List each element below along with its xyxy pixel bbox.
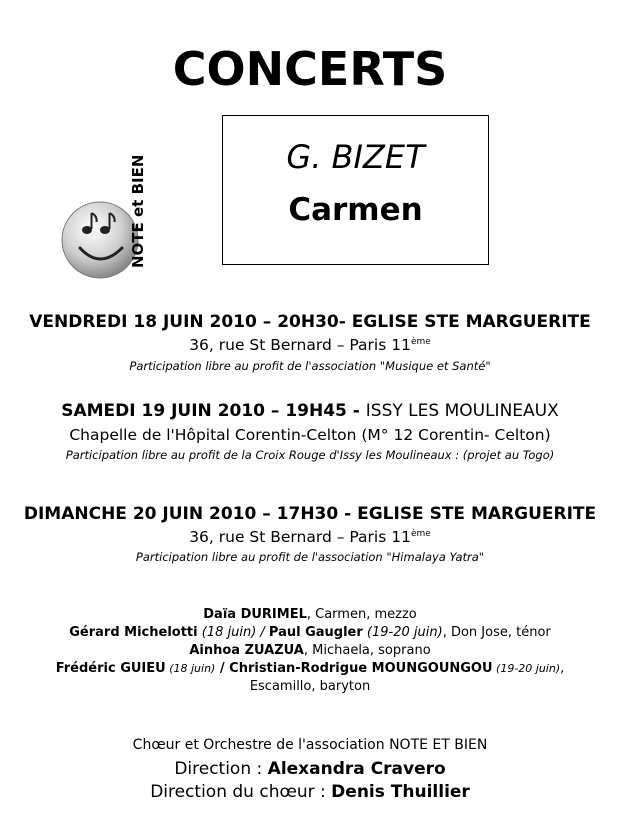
page-title: CONCERTS: [172, 42, 448, 96]
cast-line-michaela: Ainhoa ZUAZUA, Michaela, soprano: [189, 643, 431, 658]
concert-3-headline: DIMANCHE 20 JUIN 2010 – 17H30 - EGLISE STE MARGUERITE: [23, 504, 597, 524]
cast-line-escamillo-role: Escamillo, baryton: [249, 679, 371, 694]
work-box: [222, 115, 489, 265]
concert-1-address: 36, rue St Bernard – Paris 11ème: [189, 336, 431, 354]
credits-direction: Direction : Alexandra Cravero: [174, 759, 446, 779]
concert-2-address: Chapelle de l'Hôpital Corentin-Celton (M° 12 Corentin- Celton): [69, 426, 551, 444]
work-title: Carmen: [288, 192, 423, 228]
credits-choir-orchestra: Chœur et Orchestre de l'association NOTE ET BIEN: [132, 737, 488, 753]
note-et-bien-logo: [50, 118, 160, 293]
composer-name: G. BIZET: [286, 138, 425, 176]
concert-1-note: Participation libre au profit de l'association "Musique et Santé": [129, 359, 491, 373]
svg-text:NOTE et BIEN: NOTE et BIEN: [129, 154, 147, 268]
concert-2-note: Participation libre au profit de la Croix Rouge d'Issy les Moulineaux : (projet au Togo): [65, 448, 555, 462]
cast-line-don-jose: Gérard Michelotti (18 juin) / Paul Gaugler (19-20 juin), Don Jose, ténor: [69, 625, 551, 640]
concert-2-headline: SAMEDI 19 JUIN 2010 – 19H45 - ISSY LES MOULINEAUX: [61, 401, 559, 421]
credits-choir-direction: Direction du chœur : Denis Thuillier: [150, 782, 470, 802]
cast-line-carmen: Daïa DURIMEL, Carmen, mezzo: [203, 607, 417, 622]
concert-3-note: Participation libre au profit de l'association "Himalaya Yatra": [135, 550, 485, 564]
concert-3-address: 36, rue St Bernard – Paris 11ème: [189, 528, 431, 546]
cast-line-escamillo: Frédéric GUIEU (18 juin) / Christian-Rodrigue MOUNGOUNGOU (19-20 juin),: [55, 661, 565, 676]
concert-1-headline: VENDREDI 18 JUIN 2010 – 20H30- EGLISE STE MARGUERITE: [29, 312, 591, 332]
